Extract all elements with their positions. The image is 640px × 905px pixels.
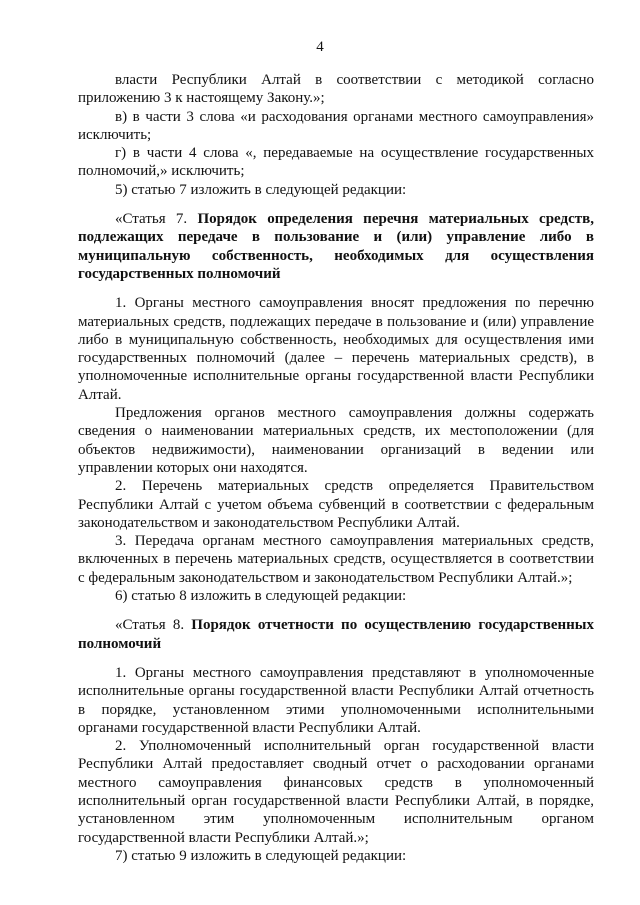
article-8-prefix: «Статья 8. [115,617,185,634]
paragraph: 5) статью 7 изложить в следующей редакции: [115,181,407,198]
paragraph: 1. Органы местного самоуправления представляют в уполномоченные исполнительные органы государственной власти Республики Алтай отчетность в порядке, установленном этими уполномоченными исполнительными органами государственной власти Республики Алтай. [78,664,594,736]
paragraph: Предложения органов местного самоуправления должны содержать сведения о наименовании материальных средств, их местоположении (для объектов недвижимости), наименовании организаций в ведении или управлении которых они находятся. [78,405,594,476]
paragraph: 1. Органы местного самоуправления вносят предложения по перечню материальных средств, подлежащих передаче в пользование и (или) управление либо в муниципальную собственность, необходимых для осуществления ими государственных полномочий (далее – перечень материальных средств), в уполномоченные исполнительные органы государственной власти Республики Алтай. [78,295,594,403]
article-7-heading [78,210,594,283]
document-body [78,71,594,865]
paragraph: в) в части 3 слова «и расходования органами местного самоуправления» исключить; [78,108,594,143]
paragraph: власти Республики Алтай в соответствии с методикой согласно приложению 3 к настоящему Закону.»; [78,72,594,107]
paragraph: 2. Уполномоченный исполнительный орган государственной власти Республики Алтай предоставляет сводный отчет о расходовании органами местного самоуправления финансовых средств в уполномоченный исполнительный орган государственной власти Республики Алтай, в порядке, установленном этим уполномоченным исполнительным органом государственной власти Республики Алтай.»; [78,738,594,846]
article-8-title: Порядок отчетности по осуществлению государственных полномочий [78,617,594,652]
article-7-prefix: «Статья 7. [115,211,188,228]
paragraph: г) в части 4 слова «, передаваемые на осуществление государственных полномочий,» исключить; [78,145,594,180]
paragraph: 3. Передача органам местного самоуправления материальных средств, включенных в перечень материальных средств, осуществляется в соответствии с федеральным законодательством и законодательством Республики Алтай.»; [78,533,594,586]
page-number: 4 [316,39,324,55]
article-8-heading [78,616,594,653]
paragraph: 2. Перечень материальных средств определяется Правительством Республики Алтай с учетом объема субвенций в соответствии с федеральным законодательством и законодательством Республики Алтай. [78,478,594,531]
paragraph: 6) статью 8 изложить в следующей редакции: [115,588,407,605]
article-7-title: Порядок определения перечня материальных средств, подлежащих передаче в пользование и (или) управление либо в муниципальную собственность, необходимых для осуществления государственных полномочий [78,211,594,282]
paragraph: 7) статью 9 изложить в следующей редакции: [115,847,407,864]
